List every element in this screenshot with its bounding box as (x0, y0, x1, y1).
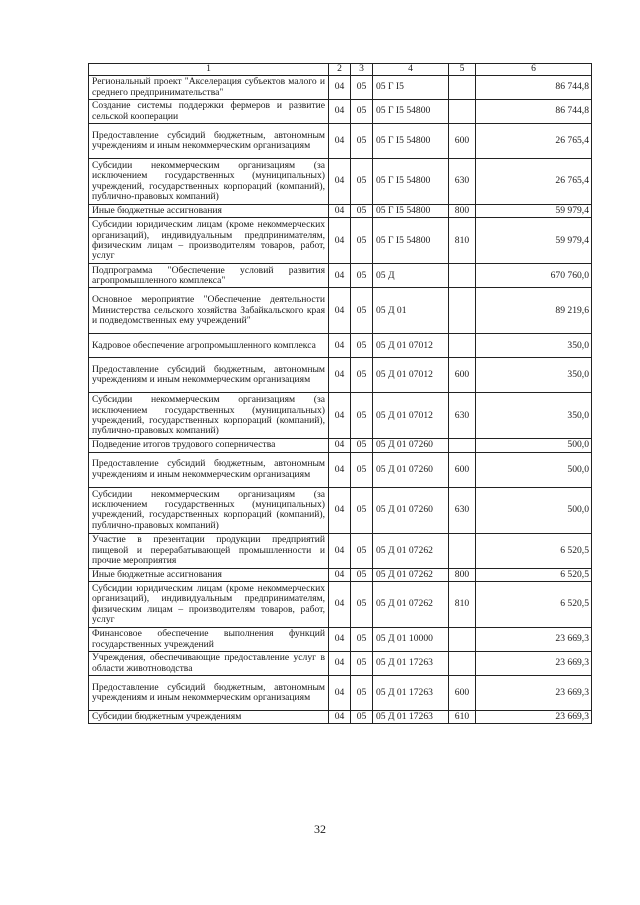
row-target-article-cell: 05 Д 01 17263 (373, 711, 449, 724)
row-section-cell: 04 (329, 711, 351, 724)
row-name-cell: Субсидии некоммерческим организациям (за исключением государственных (муниципальных) учреждений, государственных корпораций (компаний), публично-правовых компаний) (89, 487, 329, 533)
row-amount-cell: 23 669,3 (476, 652, 592, 676)
table-row (89, 393, 592, 439)
table-row (89, 288, 592, 334)
row-name-cell: Субсидии некоммерческим организациям (за исключением государственных (муниципальных) учреждений, государственных корпораций (компаний), публично-правовых компаний) (89, 393, 329, 439)
row-section-cell: 04 (329, 487, 351, 533)
row-target-article-cell: 05 Д 01 17263 (373, 676, 449, 711)
row-amount-cell: 26 765,4 (476, 159, 592, 205)
table-row (89, 159, 592, 205)
row-expense-type-cell: 610 (449, 711, 476, 724)
row-section-cell: 04 (329, 288, 351, 334)
row-amount-cell: 86 744,8 (476, 100, 592, 124)
row-target-article-cell: 05 Д 01 17263 (373, 652, 449, 676)
table-row (89, 628, 592, 652)
row-name-cell: Иные бюджетные ассигнования (89, 205, 329, 218)
table-body (89, 76, 592, 724)
row-subsection-cell: 05 (351, 358, 373, 393)
row-target-article-cell: 05 Д 01 07012 (373, 393, 449, 439)
row-expense-type-cell: 600 (449, 358, 476, 393)
row-expense-type-cell: 600 (449, 452, 476, 487)
row-section-cell: 04 (329, 264, 351, 288)
row-expense-type-cell: 800 (449, 205, 476, 218)
row-name-cell: Субсидии юридическим лицам (кроме некоммерческих организаций), индивидуальным предпринимателям, физическим лицам – производителям товаров, работ, услуг (89, 582, 329, 628)
row-section-cell: 04 (329, 568, 351, 581)
row-expense-type-cell (449, 439, 476, 452)
row-amount-cell: 6 520,5 (476, 582, 592, 628)
row-name-cell: Учреждения, обеспечивающие предоставление услуг в области животноводства (89, 652, 329, 676)
row-section-cell: 04 (329, 676, 351, 711)
row-amount-cell: 86 744,8 (476, 76, 592, 100)
table-row (89, 439, 592, 452)
row-target-article-cell: 05 Д 01 07012 (373, 334, 449, 358)
row-expense-type-cell (449, 288, 476, 334)
row-expense-type-cell (449, 652, 476, 676)
row-subsection-cell: 05 (351, 393, 373, 439)
row-section-cell: 04 (329, 358, 351, 393)
row-amount-cell: 350,0 (476, 358, 592, 393)
row-name-cell: Региональный проект "Акселерация субъектов малого и среднего предпринимательства" (89, 76, 329, 100)
row-subsection-cell: 05 (351, 533, 373, 568)
column-header-name: 1 (89, 64, 329, 76)
row-amount-cell: 6 520,5 (476, 533, 592, 568)
row-expense-type-cell: 600 (449, 124, 476, 159)
row-amount-cell: 23 669,3 (476, 628, 592, 652)
row-expense-type-cell (449, 100, 476, 124)
row-subsection-cell: 05 (351, 100, 373, 124)
row-expense-type-cell (449, 533, 476, 568)
row-amount-cell: 500,0 (476, 487, 592, 533)
row-target-article-cell: 05 Г I5 54800 (373, 205, 449, 218)
row-subsection-cell: 05 (351, 568, 373, 581)
row-target-article-cell: 05 Д 01 07262 (373, 533, 449, 568)
budget-table (88, 63, 592, 724)
row-amount-cell: 670 760,0 (476, 264, 592, 288)
row-expense-type-cell: 630 (449, 487, 476, 533)
table-row (89, 124, 592, 159)
row-expense-type-cell: 810 (449, 218, 476, 264)
row-target-article-cell: 05 Д 01 07262 (373, 568, 449, 581)
row-subsection-cell: 05 (351, 439, 373, 452)
row-name-cell: Подпрограмма "Обеспечение условий развития агропромышленного комплекса" (89, 264, 329, 288)
row-target-article-cell: 05 Д 01 07260 (373, 452, 449, 487)
table-row (89, 582, 592, 628)
row-amount-cell: 23 669,3 (476, 676, 592, 711)
row-name-cell: Субсидии некоммерческим организациям (за исключением государственных (муниципальных) учреждений, государственных корпораций (компаний), публично-правовых компаний) (89, 159, 329, 205)
row-subsection-cell: 05 (351, 288, 373, 334)
table-row (89, 487, 592, 533)
row-expense-type-cell (449, 628, 476, 652)
row-subsection-cell: 05 (351, 264, 373, 288)
row-section-cell: 04 (329, 533, 351, 568)
row-subsection-cell: 05 (351, 124, 373, 159)
row-name-cell: Предоставление субсидий бюджетным, автономным учреждениям и иным некоммерческим организациям (89, 358, 329, 393)
row-target-article-cell: 05 Д 01 07260 (373, 439, 449, 452)
row-subsection-cell: 05 (351, 676, 373, 711)
row-subsection-cell: 05 (351, 159, 373, 205)
row-expense-type-cell: 600 (449, 676, 476, 711)
row-section-cell: 04 (329, 582, 351, 628)
row-subsection-cell: 05 (351, 487, 373, 533)
row-name-cell: Финансовое обеспечение выполнения функций государственных учреждений (89, 628, 329, 652)
column-header-subsection: 3 (351, 64, 373, 76)
row-target-article-cell: 05 Г I5 (373, 76, 449, 100)
table-row (89, 264, 592, 288)
row-name-cell: Кадровое обеспечение агропромышленного комплекса (89, 334, 329, 358)
column-number-row (89, 64, 592, 76)
row-expense-type-cell (449, 264, 476, 288)
row-target-article-cell: 05 Д (373, 264, 449, 288)
row-amount-cell: 89 219,6 (476, 288, 592, 334)
row-subsection-cell: 05 (351, 628, 373, 652)
row-target-article-cell: 05 Д 01 07260 (373, 487, 449, 533)
row-subsection-cell: 05 (351, 582, 373, 628)
row-section-cell: 04 (329, 452, 351, 487)
column-header-section: 2 (329, 64, 351, 76)
row-amount-cell: 59 979,4 (476, 205, 592, 218)
row-amount-cell: 6 520,5 (476, 568, 592, 581)
table-row (89, 218, 592, 264)
row-amount-cell: 500,0 (476, 452, 592, 487)
table-row (89, 205, 592, 218)
row-name-cell: Создание системы поддержки фермеров и развитие сельской кооперации (89, 100, 329, 124)
row-name-cell: Участие в презентации продукции предприятий пищевой и перерабатывающей промышленности и прочие мероприятия (89, 533, 329, 568)
row-subsection-cell: 05 (351, 452, 373, 487)
row-expense-type-cell: 630 (449, 393, 476, 439)
row-name-cell: Субсидии бюджетным учреждениям (89, 711, 329, 724)
row-expense-type-cell (449, 76, 476, 100)
row-name-cell: Предоставление субсидий бюджетным, автономным учреждениям и иным некоммерческим организациям (89, 676, 329, 711)
column-header-expense-type: 5 (449, 64, 476, 76)
table-row (89, 100, 592, 124)
row-subsection-cell: 05 (351, 652, 373, 676)
row-section-cell: 04 (329, 205, 351, 218)
row-amount-cell: 350,0 (476, 334, 592, 358)
row-expense-type-cell: 810 (449, 582, 476, 628)
row-section-cell: 04 (329, 393, 351, 439)
row-amount-cell: 500,0 (476, 439, 592, 452)
table-row (89, 568, 592, 581)
table-row (89, 334, 592, 358)
row-amount-cell: 23 669,3 (476, 711, 592, 724)
table-row (89, 358, 592, 393)
row-name-cell: Подведение итогов трудового соперничества (89, 439, 329, 452)
page-number: 32 (314, 822, 326, 836)
row-subsection-cell: 05 (351, 334, 373, 358)
row-target-article-cell: 05 Д 01 (373, 288, 449, 334)
row-name-cell: Основное мероприятие "Обеспечение деятельности Министерства сельского хозяйства Забайкальского края и подведомственных ему учреждений" (89, 288, 329, 334)
column-header-amount: 6 (476, 64, 592, 76)
table-row (89, 711, 592, 724)
table-row (89, 533, 592, 568)
row-target-article-cell: 05 Г I5 54800 (373, 124, 449, 159)
row-subsection-cell: 05 (351, 218, 373, 264)
table-row (89, 676, 592, 711)
row-amount-cell: 350,0 (476, 393, 592, 439)
row-section-cell: 04 (329, 159, 351, 205)
row-section-cell: 04 (329, 218, 351, 264)
row-amount-cell: 26 765,4 (476, 124, 592, 159)
row-expense-type-cell: 800 (449, 568, 476, 581)
column-header-target-article: 4 (373, 64, 449, 76)
row-subsection-cell: 05 (351, 711, 373, 724)
row-expense-type-cell (449, 334, 476, 358)
table-row (89, 452, 592, 487)
table-row (89, 652, 592, 676)
row-section-cell: 04 (329, 439, 351, 452)
row-section-cell: 04 (329, 100, 351, 124)
row-section-cell: 04 (329, 334, 351, 358)
table-row (89, 76, 592, 100)
row-amount-cell: 59 979,4 (476, 218, 592, 264)
row-name-cell: Иные бюджетные ассигнования (89, 568, 329, 581)
row-section-cell: 04 (329, 628, 351, 652)
row-target-article-cell: 05 Г I5 54800 (373, 218, 449, 264)
row-section-cell: 04 (329, 76, 351, 100)
row-target-article-cell: 05 Д 01 10000 (373, 628, 449, 652)
row-subsection-cell: 05 (351, 76, 373, 100)
row-name-cell: Предоставление субсидий бюджетным, автономным учреждениям и иным некоммерческим организациям (89, 124, 329, 159)
row-target-article-cell: 05 Г I5 54800 (373, 159, 449, 205)
row-section-cell: 04 (329, 124, 351, 159)
row-target-article-cell: 05 Г I5 54800 (373, 100, 449, 124)
row-name-cell: Предоставление субсидий бюджетным, автономным учреждениям и иным некоммерческим организациям (89, 452, 329, 487)
row-section-cell: 04 (329, 652, 351, 676)
row-target-article-cell: 05 Д 01 07012 (373, 358, 449, 393)
row-name-cell: Субсидии юридическим лицам (кроме некоммерческих организаций), индивидуальным предпринимателям, физическим лицам – производителям товаров, работ, услуг (89, 218, 329, 264)
row-target-article-cell: 05 Д 01 07262 (373, 582, 449, 628)
row-subsection-cell: 05 (351, 205, 373, 218)
row-expense-type-cell: 630 (449, 159, 476, 205)
